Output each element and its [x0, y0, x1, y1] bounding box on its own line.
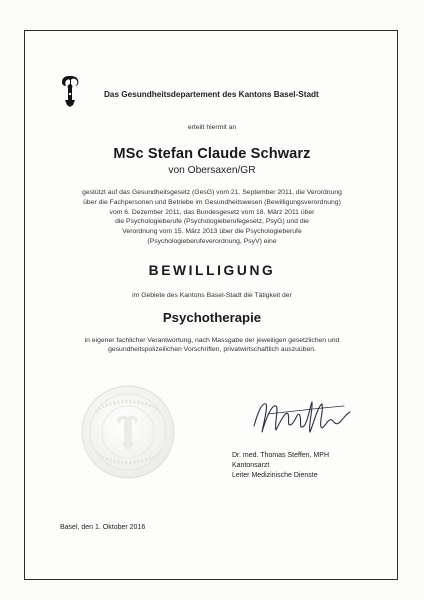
- legal-basis-line: vom 6. Dezember 2011, das Bundesgesetz vom 18. März 2011 über: [109, 208, 315, 216]
- basel-staff-icon: [60, 74, 80, 108]
- terms-line: gesundheitspolizeilichen Vorschriften, privatwirtschaftlich auszuüben.: [108, 346, 316, 354]
- legal-basis: [0, 188, 424, 247]
- signer-position: Leiter Medizinische Dienste: [232, 472, 318, 480]
- legal-basis-line: gestützt auf das Gesundheitsgesetz (GesG) vom 21. September 2011, die Verordnung: [82, 189, 342, 196]
- embossed-seal-icon: [78, 382, 178, 482]
- signer-role: Kantonsarzt: [232, 462, 270, 470]
- issued-text: erteilt hiermit an: [187, 124, 237, 131]
- legal-basis-line: Verordnung vom 15. März 2013 über die Psychologieberufe: [122, 228, 302, 236]
- recipient-origin: von Obersaxen/GR: [168, 165, 256, 176]
- legal-basis-line: über die Fachpersonen und Betriebe im Gesundheitswesen (Bewilligungsverordnung): [83, 198, 341, 206]
- terms-text: [0, 336, 424, 355]
- recipient-name: MSc Stefan Claude Schwarz: [113, 146, 311, 162]
- issuer-department: Das Gesundheitsdepartement des Kantons Basel-Stadt: [104, 90, 319, 99]
- legal-basis-line: die Psychologieberufe (Psychologieberufegesetz, PsyG) und die: [115, 218, 309, 226]
- signer-block: [232, 451, 329, 482]
- scope-text: im Gebiete des Kantons Basel-Stadt die Tätigkeit der: [132, 292, 292, 299]
- legal-basis-line: (Psychologieberufeverordnung, PsyV) eine: [147, 237, 277, 245]
- document-title: BEWILLIGUNG: [148, 263, 276, 278]
- terms-line: in eigener fachlicher Verantwortung, nach Massgabe der jeweiligen gesetzlichen und: [84, 337, 340, 344]
- signer-name: Dr. med. Thomas Steffen, MPH: [232, 452, 330, 459]
- handwritten-signature-icon: [248, 392, 358, 442]
- certificate-border: [24, 30, 398, 580]
- place-and-date: Basel, den 1. Oktober 2016: [60, 524, 146, 531]
- licensed-field: Psychotherapie: [162, 310, 262, 325]
